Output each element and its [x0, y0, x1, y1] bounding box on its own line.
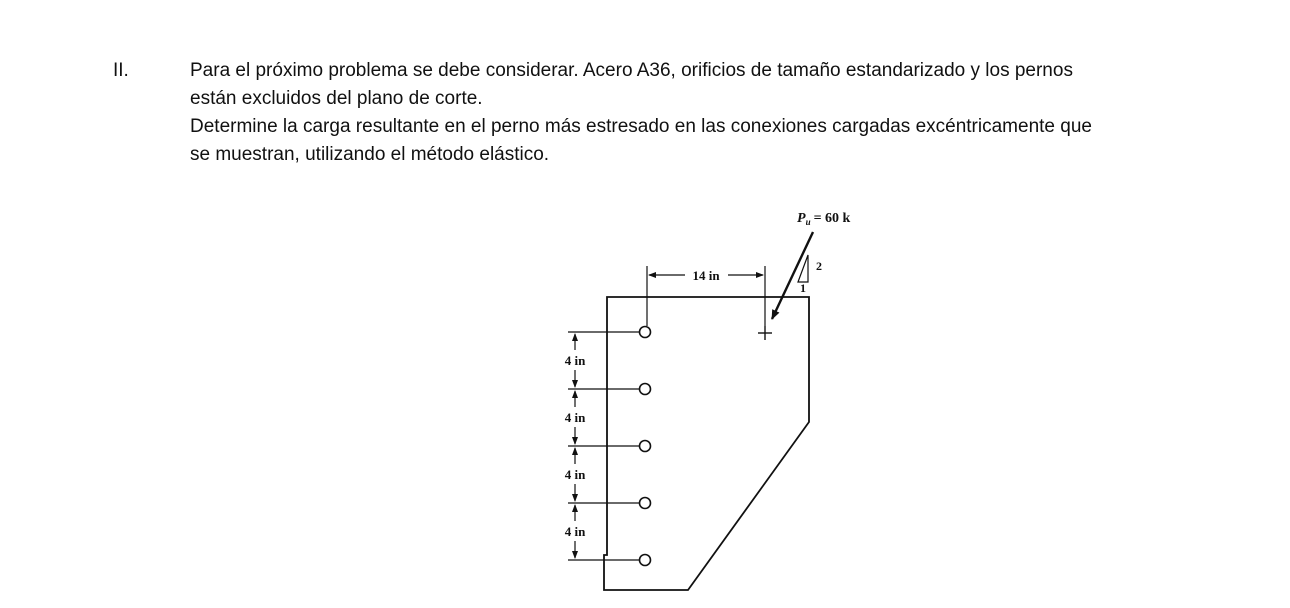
- problem-number: II.: [113, 60, 129, 81]
- statement-line: están excluidos del plano de corte.: [190, 88, 483, 109]
- horizontal-dimension-label: 14 in: [692, 268, 720, 283]
- bolt-group: [640, 327, 651, 566]
- bolt-hole: [640, 555, 651, 566]
- load-point-cross: [758, 326, 772, 340]
- bolt-hole: [640, 327, 651, 338]
- spacing-label: 4 in: [564, 467, 586, 482]
- statement-line: se muestran, utilizando el método elástico.: [190, 144, 550, 165]
- load-symbol: P: [797, 211, 806, 226]
- load-subscript: u: [805, 217, 811, 227]
- spacing-label: 4 in: [564, 353, 586, 368]
- slope-rise-label: 2: [816, 259, 822, 273]
- spacing-label: 4 in: [564, 410, 586, 425]
- load-value: = 60 k: [813, 211, 851, 226]
- load-arrow: [772, 232, 813, 319]
- bolt-hole: [640, 441, 651, 452]
- spacing-label: 4 in: [564, 524, 586, 539]
- bolt-hole: [640, 498, 651, 509]
- slope-run-label: 1: [800, 281, 806, 295]
- load-label: [797, 211, 851, 227]
- statement-line: Para el próximo problema se debe considerar. Acero A36, orificios de tamaño estandarizado y los pernos: [190, 60, 1073, 81]
- bolt-hole: [640, 384, 651, 395]
- statement-line: Determine la carga resultante en el perno más estresado en las conexiones cargadas excéntricamente que: [190, 116, 1092, 137]
- bracket-plate: [604, 297, 809, 590]
